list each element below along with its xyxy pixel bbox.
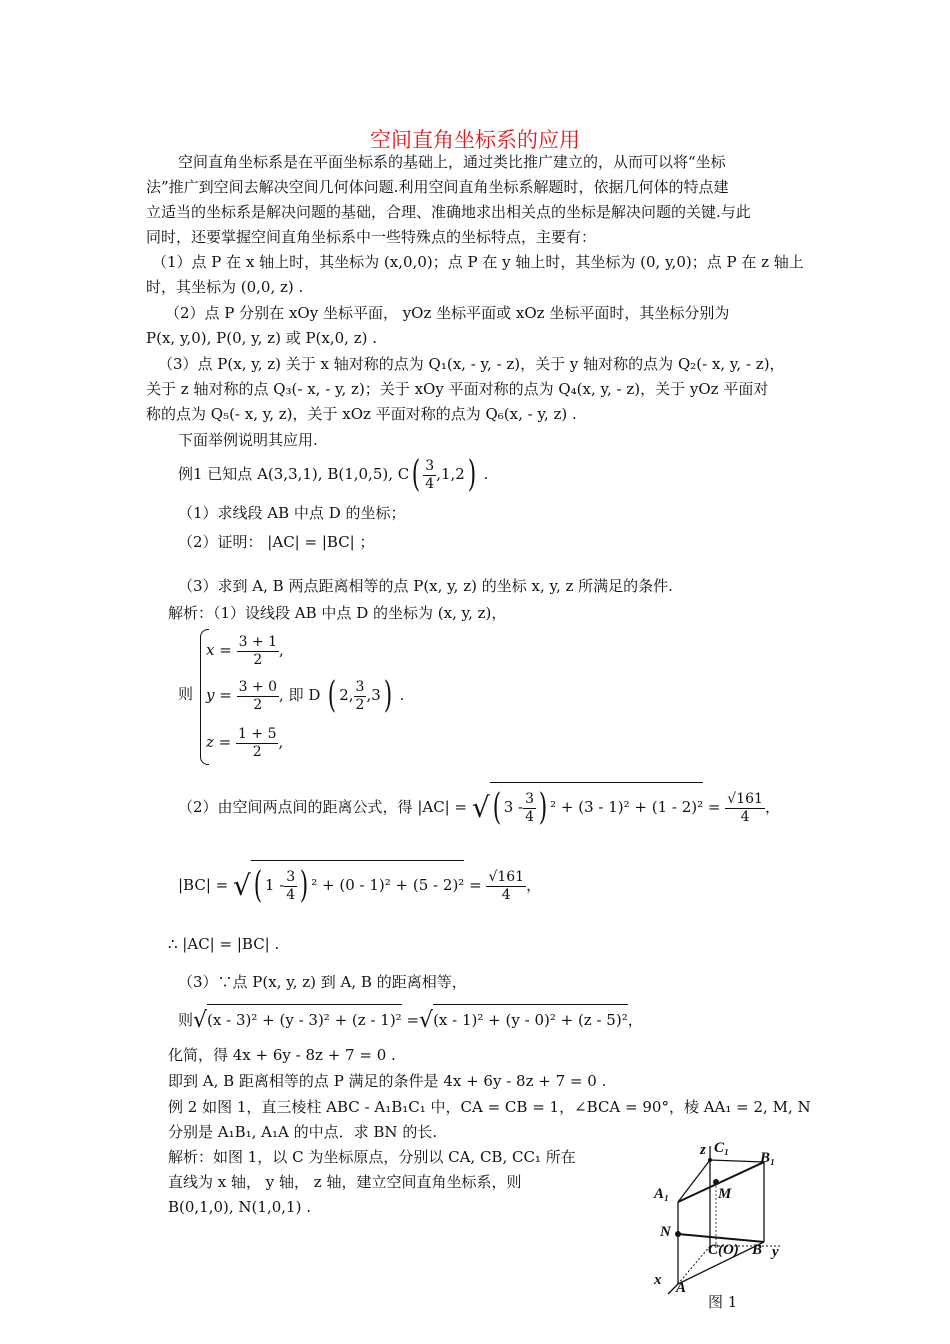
ac-head: （2）由空间两点间的距离公式，得 |AC| = [178,798,468,816]
bc-result-num: √161 [488,868,525,885]
d-end: . [394,686,405,704]
c-tail: ,1,2 [436,465,465,483]
bc-paren-right: ) [300,865,309,906]
ac-paren-right: ) [538,787,548,828]
bc-result [486,869,526,904]
example-2-line-2: 分别是 A₁B₁, A₁A 的中点．求 BN 的长. [168,1123,438,1141]
conclusion-line: 即到 A, B 距离相等的点 P 满足的条件是 4x + 6y - 8z + 7 = 0 . [168,1072,607,1090]
example-2-line-5: B(0,1,0), N(1,0,1) . [168,1198,311,1216]
intro-line-4: 同时，还要掌握空间直角坐标系中一些特殊点的坐标特点，主要有： [146,228,597,246]
label-n: N [660,1224,671,1240]
label-x: x [654,1272,662,1288]
example-1-statement [178,454,488,494]
lead-line: 下面举例说明其应用. [178,431,318,449]
point-3-line-1: （3）点 P(x, y, z) 关于 x 轴对称的点为 Q₁(x, - y, - z)，关于 y 轴对称的点为 Q₂(- x, y, - z)， [158,355,785,373]
page-title: 空间直角坐标系的应用 [370,128,580,152]
z-fraction [236,726,278,761]
y-lhs: y = [206,686,232,704]
sqrt-sign: √ [233,869,251,902]
intro-line-3: 立适当的坐标系是解决问题的基础，合理、准确地求出相关点的坐标是解决问题的关键.与此 [146,203,751,221]
simplify-line: 化简，得 4x + 6y - 8z + 7 = 0 . [168,1046,396,1064]
point-2-line-1: （2）点 P 分别在 xOy 坐标平面， yOz 坐标平面或 xOz 坐标平面时，其坐标分别为 [165,304,730,322]
y-den: 2 [253,696,263,713]
d-num: 3 [355,678,365,695]
z-den: 2 [252,743,262,760]
system-x [206,630,284,670]
ac-inner-den: 4 [525,808,535,825]
system-y [206,675,404,715]
system-z [206,722,283,762]
example-2-line-3: 解析：如图 1，以 C 为坐标原点，分别以 CA, CB, CC₁ 所在 [168,1148,576,1166]
question-3: （3）求到 A, B 两点距离相等的点 P(x, y, z) 的坐标 x, y, z 所满足的条件. [178,577,673,595]
prism-figure [640,1138,800,1298]
label-m: M [718,1186,732,1202]
x-tail: , [279,641,284,659]
label-b1: B₁ [760,1150,776,1166]
sqrt-sign: √ [419,1008,434,1033]
ac-inner-fraction [523,791,536,826]
question-1: （1）求线段 AB 中点 D 的坐标； [178,504,406,522]
z-tail: , [278,733,284,751]
bc-inner-num: 3 [286,868,296,885]
ac-end: ， [764,798,780,816]
example-1-head: 例1 已知点 A(3,3,1), B(1,0,5), C [178,465,410,483]
ac-result-num: √161 [727,790,763,807]
bc-inner-fraction [284,869,297,904]
bc-head: |BC| = [178,876,229,894]
d-tail: ,3 [366,686,381,704]
ac-inner-num: 3 [525,790,535,807]
bc-rest: ² + (0 - 1)² + (5 - 2)² [311,876,465,894]
label-a: A [676,1280,687,1296]
ac-distance [178,782,780,831]
d-paren-right: ) [383,675,393,716]
bc-inner-den: 4 [286,886,296,903]
point-1-line-1: （1）点 P 在 x 轴上时，其坐标为 (x,0,0)；点 P 在 y 轴上时，其坐标为 (0, y,0)；点 P 在 z 轴上 [152,253,804,271]
ze-label: 则 [178,685,194,703]
label-c1: C₁ [714,1140,730,1156]
example-2-line-4: 直线为 x 轴， y 轴， z 轴，建立空间直角坐标系，则 [168,1173,522,1191]
label-b: B [752,1242,763,1258]
label-a1: A₁ [654,1186,670,1202]
bc-distance [178,860,541,909]
sqrt-sign: √ [471,791,490,824]
example-2-line-1: 例 2 如图 1，直三棱柱 ABC - A₁B₁C₁ 中，CA = CB = 1，∠BCA = 90°，棱 AA₁ = 2, M, N [168,1098,811,1116]
y-fraction [237,679,279,714]
s3-rhs: (x - 1)² + (y - 0)² + (z - 5)² [433,1004,628,1034]
z-num: 1 + 5 [238,725,277,742]
x-lhs: x = [206,641,232,659]
sqrt-sign: √ [193,1008,208,1033]
bc-end: ， [526,876,542,894]
solution-1-head: 解析：（1）设线段 AB 中点 D 的坐标为 (x, y, z)， [168,604,507,622]
ac-inner-a: 3 - [503,798,524,816]
ac-paren-left: ( [492,787,501,828]
d-den: 2 [355,696,365,713]
point-1-line-2: 时，其坐标为 (0,0, z) . [146,278,304,296]
x-fraction [237,634,279,669]
s3-lhs: (x - 3)² + (y - 3)² + (z - 1)² [207,1004,402,1034]
point-2-line-2: P(x, y,0), P(0, y, z) 或 P(x,0, z) . [146,329,377,347]
ac-radicand [490,782,703,830]
y-tail: , 即 D [279,686,321,704]
paren-right: ) [467,454,477,495]
x-den: 2 [253,651,263,668]
intro-line-2: 法”推广到空间去解决空间几何体问题.利用空间直角坐标系解题时，依据几何体的特点建 [146,178,729,196]
d-head: 2, [339,686,354,704]
figure-caption: 图 1 [708,1293,738,1311]
bc-radicand [251,860,464,908]
paren-left: ( [412,454,421,495]
label-z: z [700,1142,706,1158]
s3-eq: = [401,1011,420,1029]
c-fraction-den: 4 [425,475,435,492]
intro-line-1: 空间直角坐标系是在平面坐标系的基础上，通过类比推广建立的，从而可以将“坐标 [178,153,726,171]
ac-rest: ² + (3 - 1)² + (1 - 2)² [550,798,704,816]
label-co: C(O) [708,1242,739,1258]
d-fraction [354,679,367,714]
point-3-line-3: 称的点为 Q₅(- x, y, z)，关于 xOz 平面对称的点为 Q₆(x, - y, z) . [146,405,577,423]
equal-distance [178,1004,643,1035]
therefore-line: ∴ |AC| = |BC| . [168,935,280,953]
label-y: y [772,1244,779,1260]
solution-3-head: （3）∵点 P(x, y, z) 到 A, B 的距离相等， [178,973,467,991]
c-fraction [423,458,436,493]
y-num: 3 + 0 [238,678,278,695]
d-paren-left: ( [327,675,337,716]
bc-result-den: 4 [501,886,511,903]
c-fraction-num: 3 [425,457,435,474]
bc-eq: = [464,876,482,894]
bc-inner-a: 1 - [264,876,285,894]
question-2: （2）证明： |AC| = |BC| ； [178,533,375,551]
ac-result-den: 4 [740,808,750,825]
z-lhs: z = [206,733,232,751]
s3-end: ， [627,1011,643,1029]
bc-paren-left: ( [253,865,263,906]
x-num: 3 + 1 [238,633,278,650]
s3-ze: 则 [178,1011,194,1029]
ac-result [725,791,765,826]
point-3-line-2: 关于 z 轴对称的点 Q₃(- x, - y, z)；关于 xOy 平面对称的点为 Q₄(x, y, - z)，关于 yOz 平面对 [146,380,769,398]
ac-eq: = [703,798,721,816]
example-1-end: . [478,465,489,483]
